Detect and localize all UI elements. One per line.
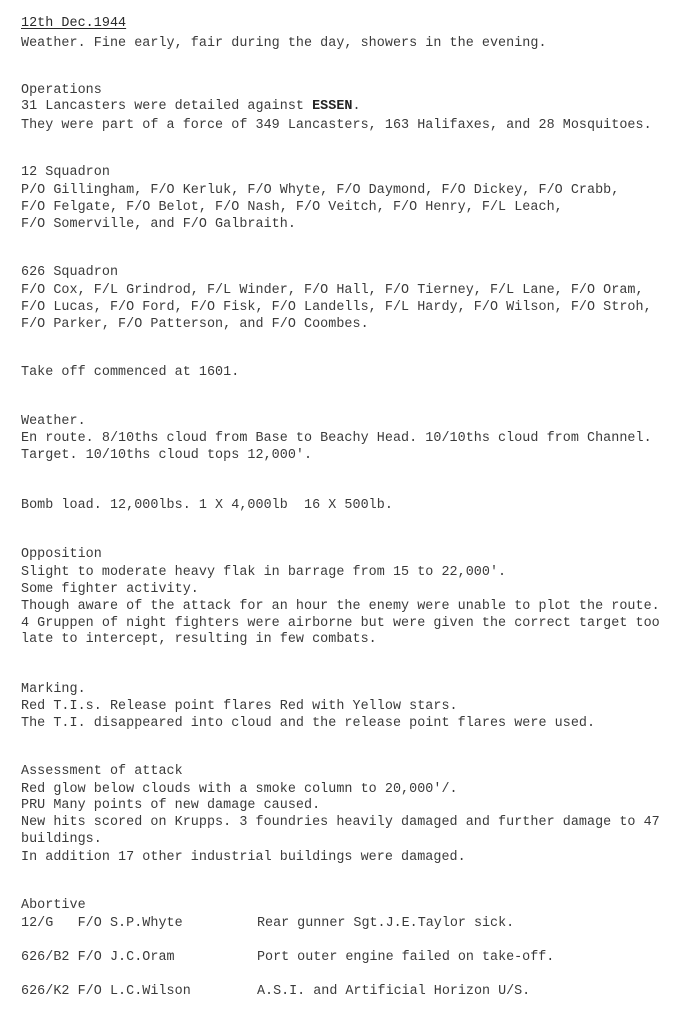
operations-force: They were part of a force of 349 Lancasters, 163 Halifaxes, and 28 Mosquitoes. [21, 118, 652, 133]
squadron-626-crew-line: F/O Lucas, F/O Ford, F/O Fisk, F/O Landells, F/L Hardy, F/O Wilson, F/O Stroh, [21, 300, 652, 315]
squadron-626-heading: 626 Squadron [21, 265, 119, 280]
squadron-12-crew-line: P/O Gillingham, F/O Kerluk, F/O Whyte, F/O Daymond, F/O Dickey, F/O Crabb, [21, 183, 620, 198]
marking-line: The T.I. disappeared into cloud and the release point flares were used. [21, 716, 596, 731]
marking-heading: Marking. [21, 682, 86, 697]
abortive-aircraft: 12/G F/O S.P.Whyte [21, 916, 183, 931]
marking-line: Red T.I.s. Release point flares Red with Yellow stars. [21, 699, 458, 714]
bomb-load: Bomb load. 12,000lbs. 1 X 4,000lb 16 X 500lb. [21, 498, 393, 513]
abortive-reason: A.S.I. and Artificial Horizon U/S. [257, 984, 531, 999]
operations-detail-text: 31 Lancasters were detailed against [21, 99, 313, 114]
squadron-12-crew-line: F/O Felgate, F/O Belot, F/O Nash, F/O Veitch, F/O Henry, F/L Leach, [21, 200, 563, 215]
target-name: ESSEN [312, 99, 353, 114]
assessment-line: PRU Many points of new damage caused. [21, 798, 321, 813]
operations-detail [21, 99, 361, 115]
weather-line: En route. 8/10ths cloud from Base to Beachy Head. 10/10ths cloud from Channel. [21, 431, 652, 446]
squadron-12-heading: 12 Squadron [21, 165, 110, 180]
opposition-line: Though aware of the attack for an hour the enemy were unable to plot the route. [21, 599, 660, 614]
squadron-12-crew-line: F/O Somerville, and F/O Galbraith. [21, 217, 296, 232]
squadron-626-crew-line: F/O Parker, F/O Patterson, and F/O Coombes. [21, 317, 369, 332]
opposition-heading: Opposition [21, 547, 102, 562]
weather-line: Target. 10/10ths cloud tops 12,000'. [21, 448, 313, 463]
assessment-line: In addition 17 other industrial buildings were damaged. [21, 850, 466, 865]
entry-date: 12th Dec.1944 [21, 16, 127, 31]
weather-summary: Weather. Fine early, fair during the day, showers in the evening. [21, 36, 547, 51]
weather-heading: Weather. [21, 414, 86, 429]
opposition-line: 4 Gruppen of night fighters were airborne but were given the correct target too [21, 616, 660, 631]
abortive-heading: Abortive [21, 898, 86, 913]
opposition-line: Slight to moderate heavy flak in barrage from 15 to 22,000'. [21, 565, 507, 580]
opposition-line: Some fighter activity. [21, 582, 199, 597]
abortive-reason: Rear gunner Sgt.J.E.Taylor sick. [257, 916, 515, 931]
assessment-line: buildings. [21, 832, 102, 847]
squadron-626-crew-line: F/O Cox, F/L Grindrod, F/L Winder, F/O Hall, F/O Tierney, F/L Lane, F/O Oram, [21, 283, 644, 298]
take-off-time: Take off commenced at 1601. [21, 365, 240, 380]
assessment-line: Red glow below clouds with a smoke column to 20,000'/. [21, 782, 458, 797]
operations-heading: Operations [21, 83, 102, 98]
opposition-line: late to intercept, resulting in few combats. [21, 632, 377, 647]
assessment-heading: Assessment of attack [21, 764, 183, 779]
assessment-line: New hits scored on Krupps. 3 foundries heavily damaged and further damage to 47 [21, 815, 660, 830]
abortive-reason: Port outer engine failed on take-off. [257, 950, 555, 965]
abortive-aircraft: 626/B2 F/O J.C.Oram [21, 950, 175, 965]
operations-detail-end: . [352, 99, 361, 114]
abortive-aircraft: 626/K2 F/O L.C.Wilson [21, 984, 191, 999]
